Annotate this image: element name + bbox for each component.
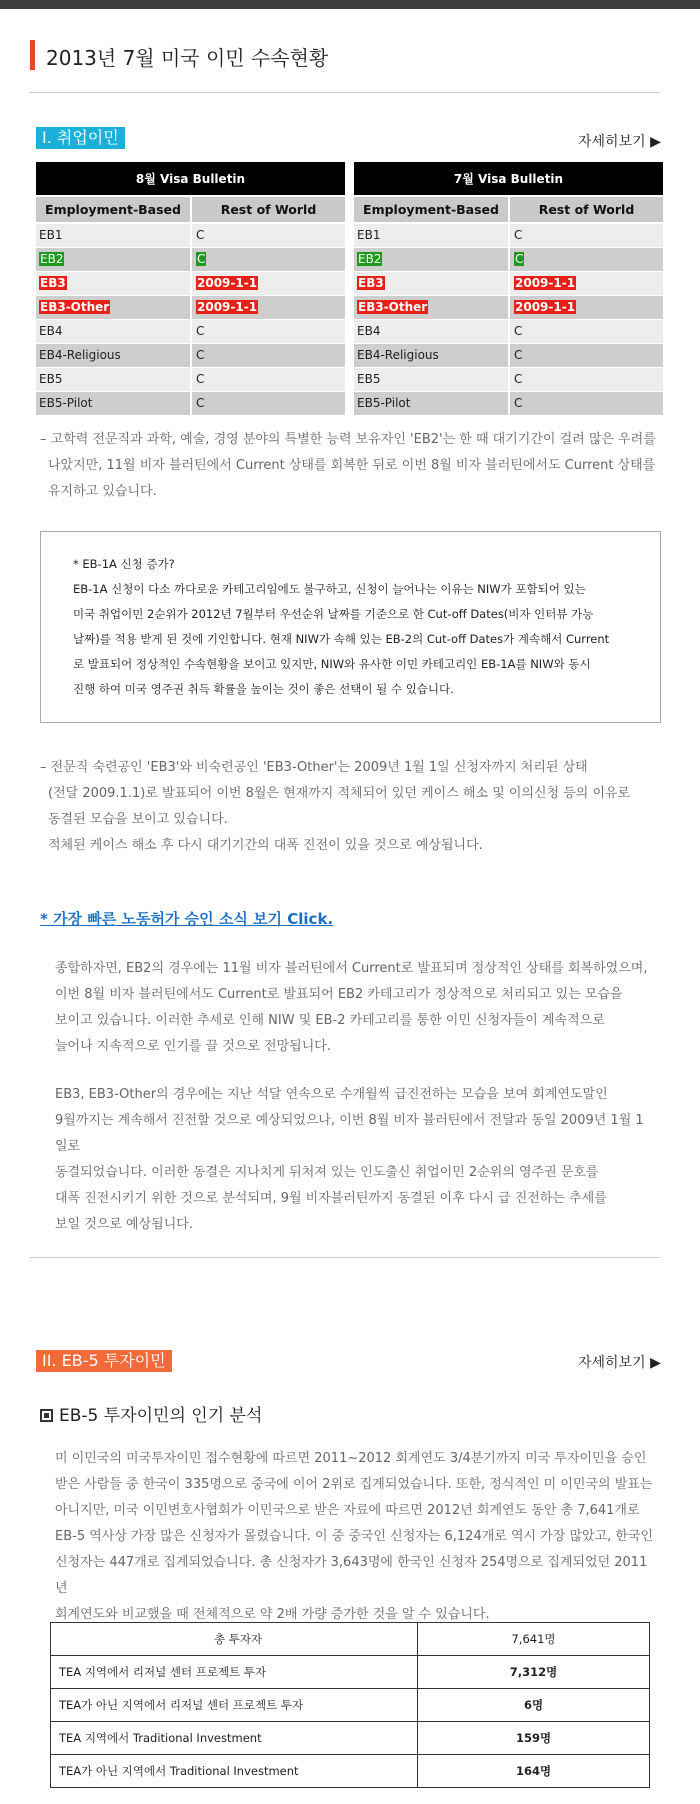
labor-certification-news-link[interactable]: * 가장 빠른 노동허가 승인 소식 보기 Click.	[40, 910, 334, 928]
paragraph-line: – 고학력 전문직과 과학, 예술, 경영 분야의 특별한 능력 보유자인 'EB2'는 한 때 대기기간이 걸려 많은 우려를	[40, 432, 656, 447]
table-row	[51, 1656, 650, 1689]
investment-type-cell: 총 투자자	[51, 1623, 418, 1656]
date-cell	[509, 367, 663, 391]
square-bullet-icon	[40, 1409, 53, 1422]
category-text: EB4	[357, 324, 381, 338]
category-cell	[354, 295, 509, 319]
date-cell	[509, 295, 663, 319]
date-cell	[509, 271, 663, 295]
section-divider	[30, 1257, 660, 1258]
date-cell	[191, 295, 345, 319]
date-text: C	[196, 324, 205, 338]
subheading-text: EB-5 투자이민의 인기 분석	[59, 1406, 263, 1426]
column-header: Employment-Based	[36, 196, 191, 223]
table-row	[36, 391, 345, 415]
paragraph-line: 미 이민국의 미국투자이민 접수현황에 따르면 2011~2012 회계연도 3/4분기까지 미국 투자이민을 승인	[55, 1451, 647, 1466]
paragraph-line: 받은 사람들 중 한국이 335명으로 중국에 이어 2위로 집계되었습니다. 또한, 정식적인 미 이민국의 발표는	[55, 1477, 653, 1492]
date-text: C	[514, 348, 523, 362]
table-row	[36, 367, 345, 391]
category-cell	[354, 319, 509, 343]
table-body	[36, 223, 345, 415]
table-heading: 8월 Visa Bulletin	[36, 162, 345, 196]
box-line: EB-1A 신청이 다소 까다로운 카테고리임에도 불구하고, 신청이 늘어나는 이유는 NIW가 포함되어 있는	[73, 582, 586, 596]
category-cell	[36, 247, 191, 271]
category-cell	[354, 223, 509, 247]
table-body	[354, 223, 663, 415]
investment-type-cell: TEA 지역에서 리저널 센터 프로젝트 투자	[51, 1656, 418, 1689]
paragraph-line: 보이고 있습니다. 이러한 추세로 인해 NIW 및 EB-2 카테고리를 통한 이민 신청자들이 계속적으로	[55, 1013, 605, 1028]
date-text: C	[196, 396, 205, 410]
category-text: EB5-Pilot	[357, 396, 411, 410]
paragraph-line: 동결된 모습을 보이고 있습니다.	[48, 812, 228, 827]
date-cell	[191, 367, 345, 391]
date-cell	[191, 319, 345, 343]
section-1-more-link[interactable]: 자세히보기 ▶	[578, 134, 661, 150]
date-cell	[191, 391, 345, 415]
category-text: EB5-Pilot	[39, 396, 93, 410]
top-bar	[0, 0, 700, 9]
category-text: EB3-Other	[358, 300, 428, 314]
paragraph-line: 동결되었습니다. 이러한 동결은 지나치게 뒤처져 있는 인도출신 취업이민 2순위의 영주권 문호를	[55, 1165, 599, 1180]
table-row	[354, 295, 663, 319]
paragraph-line: 나았지만, 11월 비자 블러틴에서 Current 상태를 회복한 뒤로 이번 8월 비자 블러틴에서도 Current 상태를	[48, 458, 656, 473]
category-cell	[36, 319, 191, 343]
category-text: EB5	[357, 372, 381, 386]
investor-count-cell: 6명	[418, 1689, 650, 1722]
paragraph-line: EB3, EB3-Other의 경우에는 지난 석달 연속으로 수개월씩 급진전하는 모습을 보여 회계연도말인	[55, 1087, 608, 1102]
box-line: 진행 하여 미국 영주권 취득 확률을 높이는 것이 좋은 선택이 될 수 있습니다.	[73, 682, 454, 696]
table-row	[354, 271, 663, 295]
table-row	[51, 1623, 650, 1656]
date-text: 2009-1-1	[197, 300, 258, 314]
table-row	[36, 223, 345, 247]
table-row	[354, 367, 663, 391]
date-text: C	[514, 372, 523, 386]
date-cell	[191, 343, 345, 367]
table-row	[36, 247, 345, 271]
paragraph-line: (전달 2009.1.1)로 발표되어 이번 8월은 현재까지 적체되어 있던 케이스 해소 및 이의신청 등의 이유로	[48, 786, 631, 801]
title-accent-bar	[30, 40, 35, 70]
section-2-more-link[interactable]: 자세히보기 ▶	[578, 1355, 661, 1371]
paragraph-line: 보일 것으로 예상됩니다.	[55, 1217, 193, 1232]
eb3-summary-paragraph	[55, 1082, 655, 1238]
date-text: C	[196, 348, 205, 362]
table-row	[354, 223, 663, 247]
date-cell	[509, 319, 663, 343]
eb3-paragraph	[40, 755, 670, 859]
date-text: 2009-1-1	[515, 300, 576, 314]
paragraph-line: 아니지만, 미국 이민변호사협회가 이민국으로 받은 자료에 따르면 2012년 회계연도 동안 총 7,641개로	[55, 1503, 640, 1518]
date-text: C	[196, 372, 205, 386]
investment-type-cell: TEA가 아닌 지역에서 Traditional Investment	[51, 1755, 418, 1788]
visa-bulletin-july-table	[354, 162, 663, 416]
paragraph-line: 신청자는 447개로 집계되었습니다. 총 신청자가 3,643명에 한국인 신청자 254명으로 집계되었던 2011년	[55, 1555, 648, 1596]
section-2-tag: II. EB-5 투자이민	[36, 1350, 172, 1372]
table-heading: 7월 Visa Bulletin	[354, 162, 663, 196]
investment-type-cell: TEA 지역에서 Traditional Investment	[51, 1722, 418, 1755]
box-line: * EB-1A 신청 증가?	[73, 557, 175, 571]
table-row	[354, 343, 663, 367]
date-text: C	[515, 252, 524, 266]
eb2-paragraph	[40, 427, 670, 505]
page-title: 2013년 7월 미국 이민 수속현황	[46, 46, 329, 70]
table-row	[51, 1722, 650, 1755]
category-text: EB3-Other	[40, 300, 110, 314]
date-text: C	[514, 396, 523, 410]
date-text: C	[196, 228, 205, 243]
table-row	[51, 1689, 650, 1722]
section-1-tag: I. 취업이민	[36, 127, 125, 149]
category-text: EB4-Religious	[39, 348, 121, 362]
paragraph-line: 종합하자면, EB2의 경우에는 11월 비자 블러틴에서 Current로 발표되며 정상적인 상태를 회복하였으며,	[55, 961, 648, 976]
date-cell	[509, 247, 663, 271]
category-cell	[36, 223, 191, 247]
paragraph-line: EB-5 역사상 가장 많은 신청자가 몰렸습니다. 이 중 중국인 신청자는 6,124개로 역시 가장 많았고, 한국인	[55, 1529, 654, 1544]
date-cell	[191, 247, 345, 271]
category-text: EB3	[40, 276, 66, 290]
category-cell	[354, 391, 509, 415]
table-row	[36, 319, 345, 343]
category-text: EB3	[358, 276, 384, 290]
date-text: C	[514, 324, 523, 338]
date-cell	[191, 271, 345, 295]
investor-count-cell: 7,312명	[418, 1656, 650, 1689]
box-line: 미국 취업이민 2순위가 2012년 7월부터 우선순위 날짜를 기준으로 한 Cut-off Dates(비자 인터뷰 가능	[73, 607, 594, 621]
eb5-paragraph	[55, 1446, 655, 1628]
table-row	[354, 319, 663, 343]
summary-paragraph	[55, 956, 655, 1060]
eb5-investor-table	[50, 1622, 650, 1788]
table-row	[354, 247, 663, 271]
category-text: EB4-Religious	[357, 348, 439, 362]
category-cell	[354, 271, 509, 295]
category-cell	[36, 295, 191, 319]
date-cell	[509, 223, 663, 247]
investor-count-cell: 159명	[418, 1722, 650, 1755]
category-text: EB5	[39, 372, 63, 386]
visa-bulletin-august-table	[36, 162, 345, 416]
column-header: Rest of World	[509, 196, 663, 223]
investment-type-cell: TEA가 아닌 지역에서 리저널 센터 프로젝트 투자	[51, 1689, 418, 1722]
date-cell	[509, 391, 663, 415]
date-cell	[191, 223, 345, 247]
table-row	[36, 271, 345, 295]
category-text: EB1	[357, 228, 381, 243]
box-line: 로 발표되어 정상적인 수속현황을 보이고 있지만, NIW와 유사한 이민 카테고리인 EB-1A를 NIW와 동시	[73, 657, 591, 671]
paragraph-line: 9월까지는 계속해서 진전할 것으로 예상되었으나, 이번 8월 비자 블러틴에서 전달과 동일 2009년 1월 1일로	[55, 1113, 644, 1154]
category-text: EB2	[40, 252, 64, 266]
paragraph-line: – 전문직 숙련공인 'EB3'와 비숙련공인 'EB3-Other'는 2009년 1월 1일 신청자까지 처리된 상태	[40, 760, 588, 775]
column-header: Rest of World	[191, 196, 345, 223]
category-text: EB4	[39, 324, 63, 338]
box-line: 날짜)를 적용 받게 된 것에 기인합니다. 현재 NIW가 속해 있는 EB-2의 Cut-off Dates가 계속해서 Current	[73, 632, 610, 646]
category-cell	[36, 343, 191, 367]
paragraph-line: 적체된 케이스 해소 후 다시 대기기간의 대폭 진전이 있을 것으로 예상됩니다.	[48, 838, 483, 853]
paragraph-line: 늘어나 지속적으로 인기를 끌 것으로 전망됩니다.	[55, 1039, 331, 1054]
category-cell	[36, 391, 191, 415]
table-row	[36, 295, 345, 319]
category-cell	[354, 247, 509, 271]
date-cell	[509, 343, 663, 367]
investor-count-cell: 164명	[418, 1755, 650, 1788]
investor-count-cell: 7,641명	[418, 1623, 650, 1656]
paragraph-line: 유지하고 있습니다.	[48, 484, 157, 499]
column-header: Employment-Based	[354, 196, 509, 223]
eb5-subheading	[40, 1401, 262, 1426]
category-cell	[354, 343, 509, 367]
table-row	[51, 1755, 650, 1788]
category-cell	[36, 367, 191, 391]
category-text: EB1	[39, 228, 63, 243]
date-text: 2009-1-1	[515, 276, 576, 290]
table-row	[354, 391, 663, 415]
paragraph-line: 대폭 진전시키기 위한 것으로 분석되며, 9월 비자블러틴까지 동결된 이후 다시 급 진전하는 추세를	[55, 1191, 607, 1206]
category-cell	[36, 271, 191, 295]
paragraph-line: 이번 8월 비자 블러틴에서도 Current로 발표되어 EB2 카테고리가 정상적으로 처리되고 있는 모습을	[55, 987, 623, 1002]
category-cell	[354, 367, 509, 391]
title-divider	[30, 92, 660, 93]
category-text: EB2	[358, 252, 382, 266]
date-text: 2009-1-1	[197, 276, 258, 290]
eb1a-info-box	[40, 531, 661, 723]
table-row	[36, 343, 345, 367]
paragraph-line: 회계연도와 비교했을 때 전체적으로 약 2배 가량 증가한 것을 알 수 있습니다.	[55, 1607, 490, 1622]
date-text: C	[514, 228, 523, 243]
date-text: C	[197, 252, 206, 266]
